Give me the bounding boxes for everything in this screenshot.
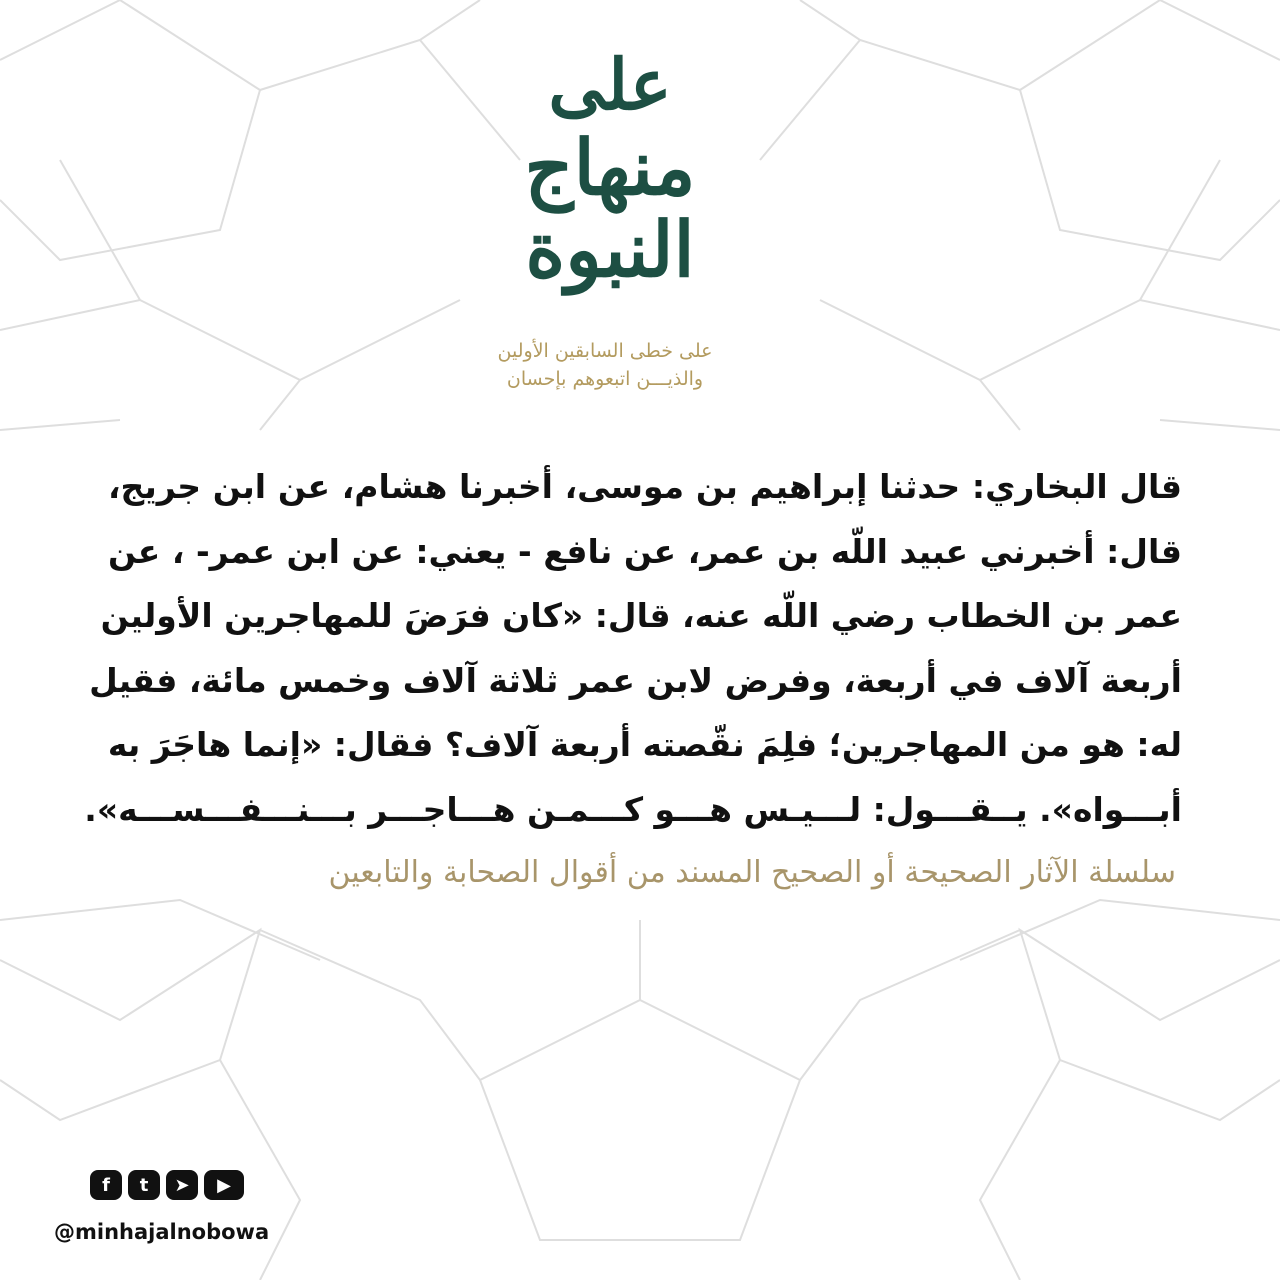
youtube-icon[interactable]: ▶ bbox=[204, 1170, 244, 1200]
social-icons bbox=[90, 1170, 244, 1200]
logo-word-3: النبوة bbox=[525, 205, 695, 294]
series-title: سلسلة الآثار الصحيحة أو الصحيح المسند من أقوال الصحابة والتابعين bbox=[328, 855, 1176, 890]
facebook-icon[interactable]: f bbox=[90, 1170, 122, 1200]
text-line: له: هو من المهاجرين؛ فلِمَ نقّصته أربعة آلاف؟ فقال: «إنما هاجَرَ به bbox=[107, 725, 1182, 764]
text-line: أبـــواه». يــقـــول: لـــيـس هـــو كـــمـن هـــاجـــر بـــنـــفـــســـه». bbox=[84, 789, 1182, 829]
tagline-line-1: على خطى السابقين الأولين bbox=[497, 340, 713, 362]
text-line: عمر بن الخطاب رضي اللّه عنه، قال: «كان فرَضَ للمهاجرين الأولين bbox=[100, 596, 1182, 635]
tagline-line-2: والذيـــن اتبعوهم بإحسان bbox=[506, 368, 704, 390]
telegram-icon[interactable]: ➤ bbox=[166, 1170, 198, 1200]
text-line: أربعة آلاف في أربعة، وفرض لابن عمر ثلاثة آلاف وخمس مائة، فقيل bbox=[89, 660, 1182, 700]
logo-word-2: منهاج bbox=[524, 123, 696, 212]
twitter-icon[interactable]: t bbox=[128, 1170, 160, 1200]
social-handle: @minhajalnobowa bbox=[54, 1220, 270, 1244]
hadith-text bbox=[84, 455, 1182, 842]
text-line: قال البخاري: حدثنا إبراهيم بن موسى، أخبرنا هشام، عن ابن جريج، bbox=[108, 467, 1182, 506]
text-line: قال: أخبرني عبيد اللّه بن عمر، عن نافع - يعني: عن ابن عمر- ، عن bbox=[108, 531, 1182, 571]
logo-word-1: على bbox=[548, 43, 672, 126]
